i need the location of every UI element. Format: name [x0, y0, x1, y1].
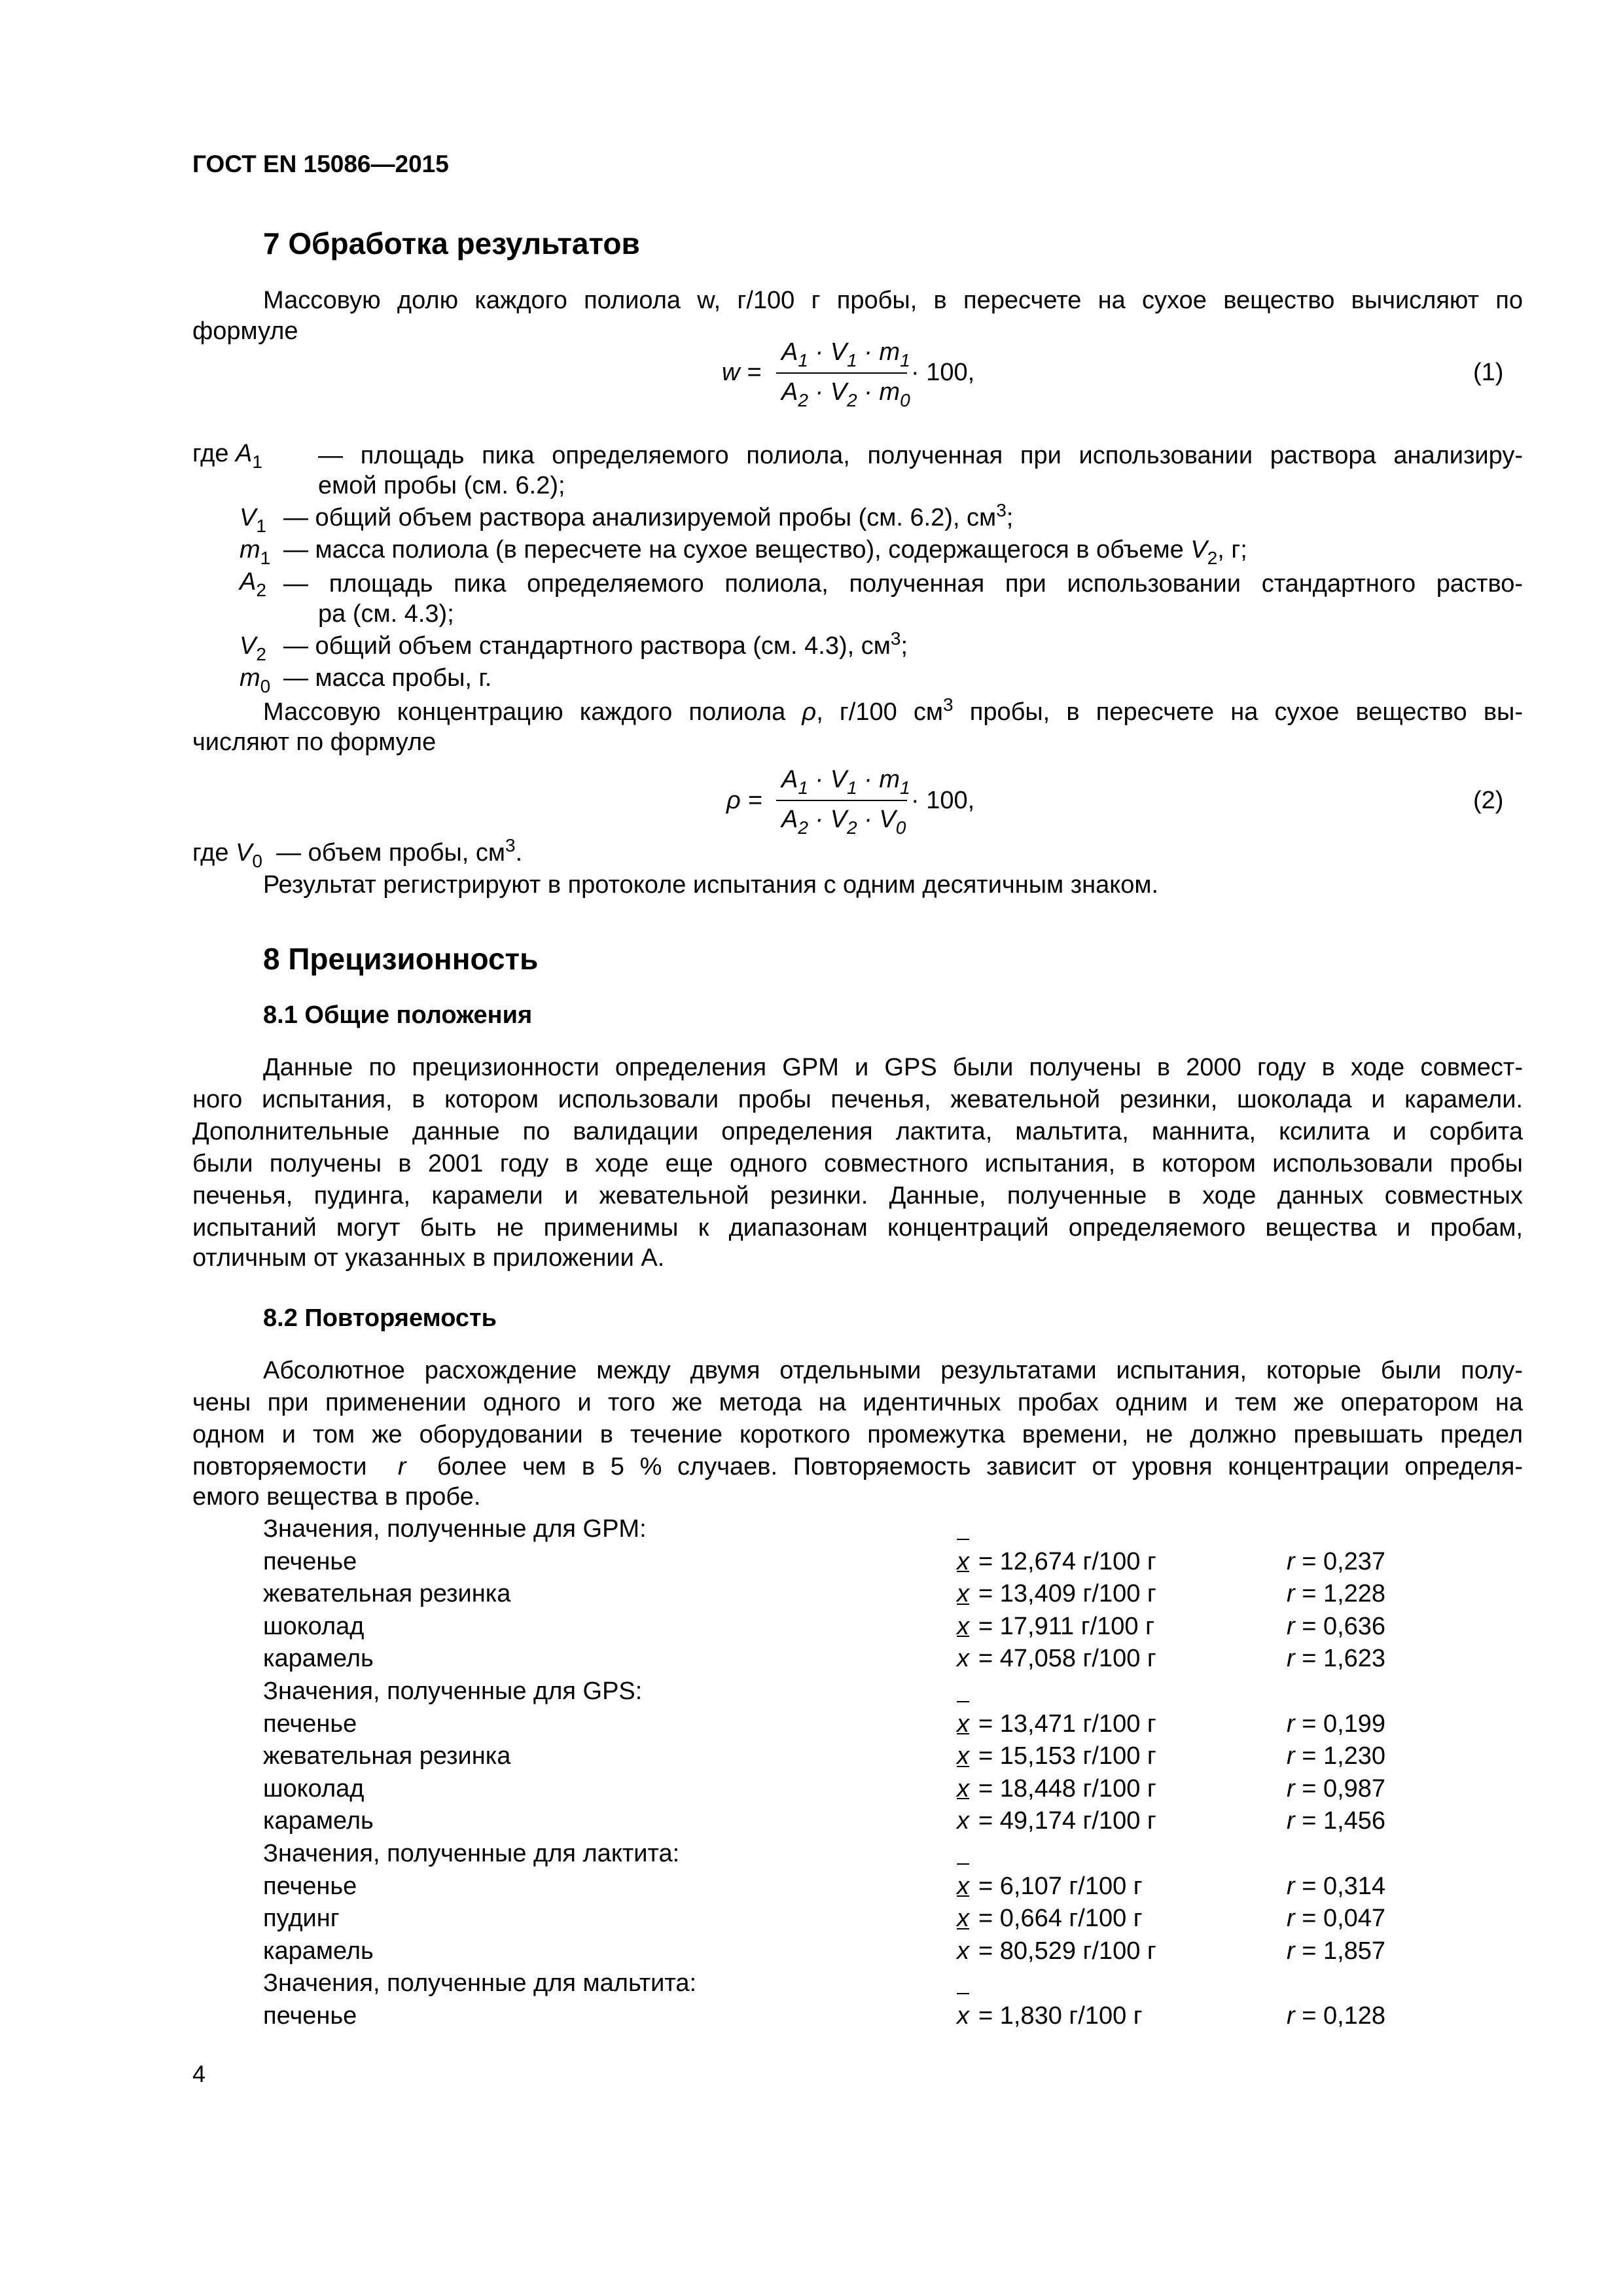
def-a1-cont: емой пробы (см. 6.2); [318, 472, 565, 499]
mean-value: x = 0,664 г/100 г [957, 1905, 1143, 1933]
def-v0: где $V_0$ — объем пробы, $см^3$. [192, 835, 523, 871]
sample-name: шоколад [263, 1612, 365, 1640]
sample-name: печенье [263, 1710, 357, 1738]
values-row [0, 1548, 1623, 1580]
values-row [0, 1905, 1623, 1937]
sample-name: печенье [263, 1547, 357, 1575]
repeatability-value: r = 0,199 [1287, 1710, 1386, 1738]
values-row [0, 1937, 1623, 1969]
values-group-title: Значения, полученные для GPM: [263, 1515, 647, 1543]
values-group-title: Значения, полученные для GPS: [263, 1677, 643, 1705]
sample-name: печенье [263, 2002, 357, 2030]
def-a1-text: — площадь пика определяемого полиола, полученная при использовании раствора анализиру- [318, 442, 1523, 469]
repeatability-value: r = 0,314 [1287, 1872, 1386, 1900]
repeatability-value: r = 0,128 [1287, 2002, 1386, 2030]
values-group-title: Значения, полученные для мальтита: [263, 1969, 697, 1998]
s7-result: Результат регистрируют в протоколе испытания с одним десятичным знаком. [263, 871, 1159, 899]
def-m0-text: — масса пробы, г. [283, 664, 492, 692]
mean-value: x = 13,471 г/100 г [957, 1710, 1156, 1738]
mean-value: x = 6,107 г/100 г [957, 1872, 1143, 1900]
values-row [0, 1710, 1623, 1742]
mean-value: x = 17,911 г/100 г [957, 1612, 1154, 1640]
def-v2-text: — общий объем стандартного раствора (см. 4.3), $см^3$; [283, 628, 908, 660]
repeatability-value: r = 1,228 [1287, 1580, 1386, 1608]
values-row [0, 1873, 1623, 1905]
values-row [0, 1613, 1623, 1645]
s7-conc-line-1: Массовую концентрацию каждого полиола ρ, г/100 $см^3$ пробы, в пересчете на сухое вещество вы- [263, 694, 1523, 726]
equation-number-1: (1) [1473, 359, 1504, 386]
values-group-title: Значения, полученные для лактита: [263, 1840, 680, 1867]
repeatability-value: r = 1,230 [1287, 1742, 1386, 1770]
sample-name: карамель [263, 1807, 374, 1835]
sample-name: жевательная резинка [263, 1742, 511, 1770]
mean-value: x = 80,529 г/100 г [957, 1937, 1156, 1965]
def-a2-text: — площадь пика определяемого полиола, полученная при использовании стандартного раство- [283, 570, 1523, 598]
sample-name: жевательная резинка [263, 1580, 511, 1608]
def-a2-cont: ра (см. 4.3); [318, 600, 454, 628]
mean-value: x = 18,448 г/100 г [957, 1774, 1156, 1803]
s7-intro-line-1: Массовую долю каждого полиола w, г/100 г пробы, в пересчете на сухое вещество вычисляют по [263, 287, 1523, 314]
mean-value: x = 47,058 г/100 г [957, 1645, 1156, 1673]
sample-name: шоколад [263, 1774, 365, 1803]
section-8-2-title: 8.2 Повторяемость [263, 1304, 497, 1332]
values-row [0, 1807, 1623, 1839]
sample-name: печенье [263, 1872, 357, 1900]
section-7-title: 7 Обработка результатов [263, 226, 640, 260]
repeatability-value: r = 1,456 [1287, 1807, 1386, 1835]
values-row [0, 1580, 1623, 1612]
values-row [0, 1645, 1623, 1677]
s7-intro-line-2: формуле [192, 317, 298, 345]
mean-value: x = 1,830 г/100 г [957, 2002, 1143, 2030]
def-m1-text: — масса полиола (в пересчете на сухое вещество), содержащегося в объеме $V_2$, г; [283, 536, 1247, 568]
repeatability-value: r = 1,623 [1287, 1645, 1386, 1673]
mean-value: x = 49,174 г/100 г [957, 1807, 1156, 1835]
document-header: ГОСТ EN 15086—2015 [192, 151, 449, 177]
values-row [0, 1742, 1623, 1774]
page-number: 4 [192, 2060, 206, 2087]
values-row [0, 2002, 1623, 2034]
mean-value: x = 15,153 г/100 г [957, 1742, 1156, 1770]
section-8-title: 8 Прецизионность [263, 942, 539, 976]
s7-conc-line-2: числяют по формуле [192, 728, 437, 756]
repeatability-value: r = 0,047 [1287, 1905, 1386, 1933]
repeatability-value: r = 0,987 [1287, 1774, 1386, 1803]
sample-name: карамель [263, 1937, 374, 1965]
values-row [0, 1775, 1623, 1807]
equation-number-2: (2) [1473, 787, 1504, 814]
repeatability-value: r = 1,857 [1287, 1937, 1386, 1965]
def-a1-label: где $A_1$ [192, 440, 262, 472]
mean-value: x = 12,674 г/100 г [957, 1547, 1156, 1575]
def-v1-text: — общий объем раствора анализируемой пробы (см. 6.2), $см^3$; [283, 500, 1014, 531]
sample-name: пудинг [263, 1905, 340, 1933]
mean-value: x = 13,409 г/100 г [957, 1580, 1156, 1608]
repeatability-value: r = 0,237 [1287, 1547, 1386, 1575]
sample-name: карамель [263, 1645, 374, 1673]
section-8-1-title: 8.1 Общие положения [263, 1001, 533, 1029]
repeatability-value: r = 0,636 [1287, 1612, 1386, 1640]
